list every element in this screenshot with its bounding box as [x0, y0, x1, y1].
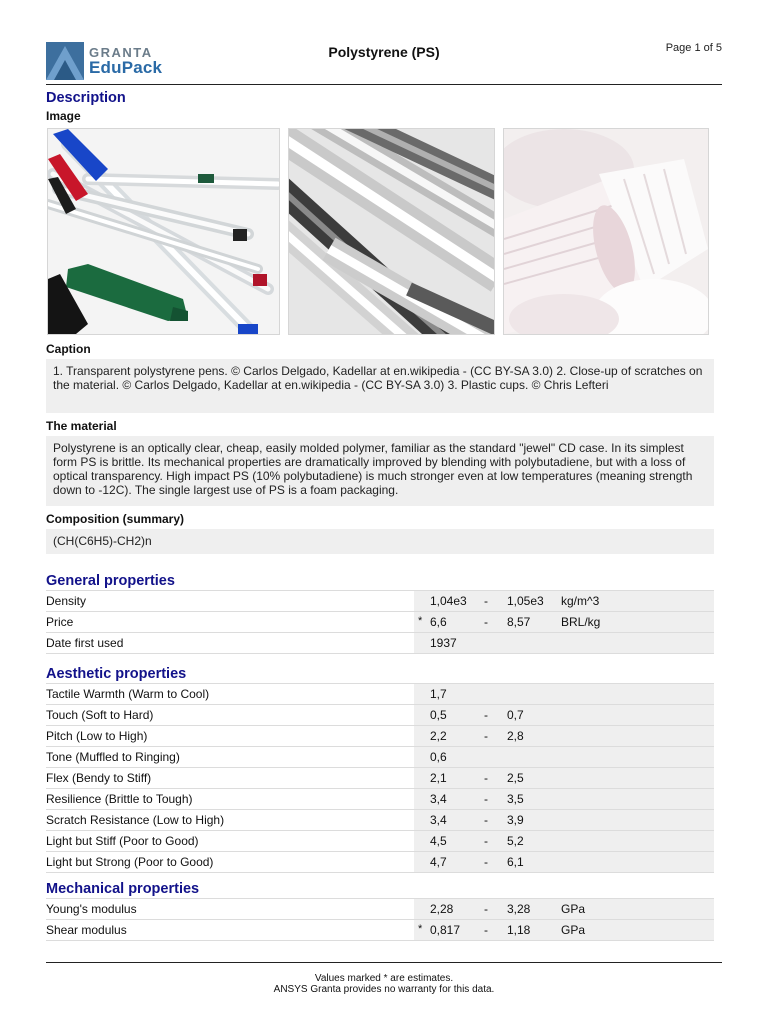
property-value-low: 1937 — [430, 636, 457, 650]
caption-label: Caption — [46, 342, 91, 356]
logo-text-granta: GRANTA — [89, 45, 153, 60]
property-value-low: 0,817 — [430, 923, 461, 937]
property-unit: kg/m^3 — [561, 594, 600, 608]
range-separator: - — [484, 771, 488, 785]
property-row — [46, 831, 714, 852]
range-separator: - — [484, 902, 488, 916]
property-row — [46, 705, 714, 726]
estimate-marker: * — [418, 615, 423, 627]
property-name: Pitch (Low to High) — [46, 729, 148, 743]
property-value-low: 4,7 — [430, 855, 447, 869]
material-text: Polystyrene is an optically clear, cheap, easily molded polymer, familiar as the standard "jewel" CD case. In its simplest form PS is brittle. Its mechanical properties are dramatically improved by blending with polybutadiene, but with a loss of optical transparency. High impact PS (10% polybutadiene) is much stronger even at low temperatures (meaning strength down to -12C). The single largest use of PS is a foam packaging. — [46, 436, 714, 506]
property-row — [46, 726, 714, 747]
property-row — [46, 768, 714, 789]
range-separator: - — [484, 855, 488, 869]
property-unit: GPa — [561, 902, 586, 916]
property-row — [46, 810, 714, 831]
mechanical-properties-table — [46, 898, 714, 941]
logo-text-edupack: EduPack — [89, 58, 163, 77]
aesthetic-properties-table — [46, 683, 714, 873]
value-cell-background — [414, 705, 714, 725]
property-name: Price — [46, 615, 74, 629]
property-name: Scratch Resistance (Low to High) — [46, 813, 225, 827]
property-value-high: 3,28 — [507, 902, 531, 916]
property-value-low: 4,5 — [430, 834, 447, 848]
property-row — [46, 612, 714, 633]
property-value-high: 8,57 — [507, 615, 531, 629]
property-row — [46, 898, 714, 920]
property-row — [46, 789, 714, 810]
general-properties-table — [46, 590, 714, 654]
property-value-low: 1,7 — [430, 687, 447, 701]
property-value-low: 0,5 — [430, 708, 447, 722]
property-name: Flex (Bendy to Stiff) — [46, 771, 152, 785]
property-name: Shear modulus — [46, 923, 127, 937]
range-separator: - — [484, 834, 488, 848]
property-row — [46, 920, 714, 941]
property-unit: BRL/kg — [561, 615, 601, 629]
footer-divider — [46, 962, 722, 963]
value-cell-background — [414, 726, 714, 746]
property-value-low: 3,4 — [430, 813, 447, 827]
value-cell-background — [414, 633, 714, 653]
cups-image — [503, 128, 709, 335]
property-value-high: 2,5 — [507, 771, 524, 785]
property-row — [46, 683, 714, 705]
value-cell-background — [414, 684, 714, 704]
property-value-low: 1,04e3 — [430, 594, 467, 608]
property-name: Tactile Warmth (Warm to Cool) — [46, 687, 210, 701]
value-cell-background — [414, 810, 714, 830]
page-header — [46, 40, 722, 84]
range-separator: - — [484, 615, 488, 629]
range-separator: - — [484, 594, 488, 608]
property-value-low: 6,6 — [430, 615, 447, 629]
property-value-low: 2,28 — [430, 902, 454, 916]
property-value-low: 2,1 — [430, 771, 447, 785]
property-row — [46, 633, 714, 654]
range-separator: - — [484, 923, 488, 937]
property-value-low: 3,4 — [430, 792, 447, 806]
scratches-image — [288, 128, 495, 335]
property-name: Resilience (Brittle to Tough) — [46, 792, 193, 806]
property-value-high: 3,5 — [507, 792, 524, 806]
property-name: Light but Stiff (Poor to Good) — [46, 834, 199, 848]
value-cell-background — [414, 852, 714, 872]
composition-label: Composition (summary) — [46, 512, 185, 526]
footer-warranty-note: ANSYS Granta provides no warranty for this data. — [273, 984, 495, 995]
property-value-high: 1,05e3 — [507, 594, 544, 608]
value-cell-background — [414, 768, 714, 788]
section-heading-general: General properties — [46, 573, 175, 589]
page-footer — [0, 973, 768, 995]
property-value-low: 2,2 — [430, 729, 447, 743]
section-heading-description: Description — [46, 90, 126, 106]
pens-image — [47, 128, 280, 335]
property-value-high: 5,2 — [507, 834, 524, 848]
footer-estimates-note: Values marked * are estimates. — [314, 973, 454, 984]
composition-text: (CH(C6H5)-CH2)n — [46, 529, 714, 554]
material-label: The material — [46, 419, 117, 433]
caption-text: 1. Transparent polystyrene pens. © Carlos Delgado, Kadellar at en.wikipedia - (CC BY-SA 3.0) 2. Close-up of scratches on the material. © Carlos Delgado, Kadellar at en.wikipedia - (CC BY-SA 3.0) 3. Plastic cups. © Chris Lefteri — [46, 359, 714, 413]
value-cell-background — [414, 747, 714, 767]
page-number: Page 1 of 5 — [665, 42, 722, 54]
property-name: Date first used — [46, 636, 124, 650]
section-heading-aesthetic: Aesthetic properties — [46, 666, 187, 682]
property-name: Tone (Muffled to Ringing) — [46, 750, 180, 764]
section-heading-mechanical: Mechanical properties — [46, 881, 200, 897]
value-cell-background — [414, 831, 714, 851]
value-cell-background — [414, 789, 714, 809]
range-separator: - — [484, 708, 488, 722]
range-separator: - — [484, 792, 488, 806]
property-value-high: 1,18 — [507, 923, 531, 937]
header-divider — [46, 84, 722, 85]
property-row — [46, 747, 714, 768]
page-title: Polystyrene (PS) — [328, 44, 440, 60]
property-name: Light but Strong (Poor to Good) — [46, 855, 214, 869]
property-row — [46, 590, 714, 612]
property-value-high: 2,8 — [507, 729, 524, 743]
range-separator: - — [484, 729, 488, 743]
property-name: Touch (Soft to Hard) — [46, 708, 154, 722]
property-value-high: 6,1 — [507, 855, 524, 869]
property-unit: GPa — [561, 923, 586, 937]
estimate-marker: * — [418, 923, 423, 935]
range-separator: - — [484, 813, 488, 827]
property-value-high: 0,7 — [507, 708, 524, 722]
property-value-low: 0,6 — [430, 750, 447, 764]
property-value-high: 3,9 — [507, 813, 524, 827]
property-row — [46, 852, 714, 873]
image-label: Image — [46, 109, 81, 123]
property-name: Young's modulus — [46, 902, 137, 916]
property-name: Density — [46, 594, 87, 608]
